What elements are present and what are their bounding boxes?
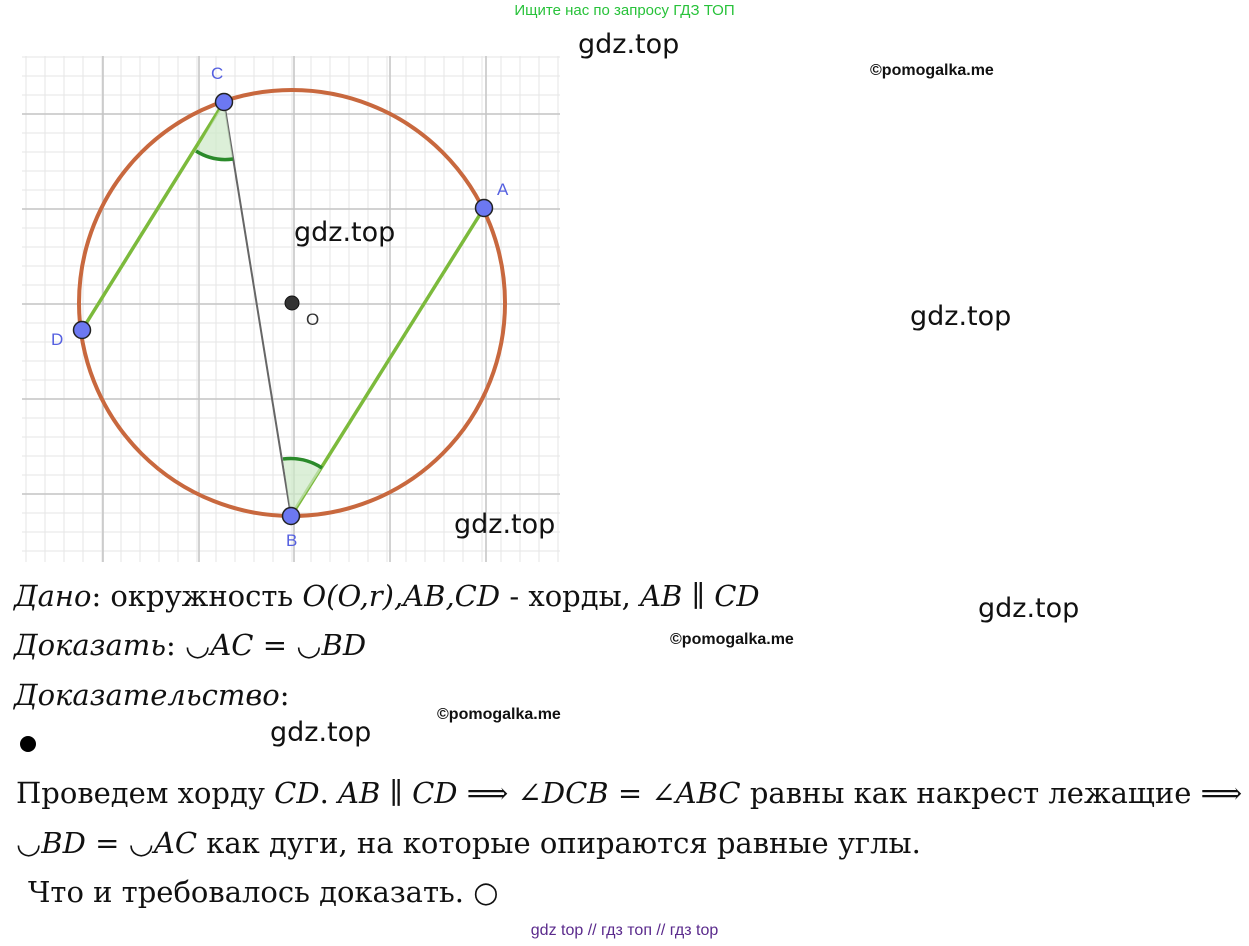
proof-line1-math-2: AB ∥ CD ⟹ ∠DCB = ∠ABC: [338, 776, 741, 810]
label-c: C: [211, 64, 224, 83]
given-line: [14, 578, 760, 614]
footer-links[interactable]: gdz top // гдз топ // гдз top: [530, 922, 719, 939]
proof-line2-math: ◡BD = ◡AC: [16, 826, 198, 860]
watermark-gdz: gdz.top: [454, 509, 556, 540]
label-a: A: [497, 180, 509, 199]
watermark-gdz: gdz.top: [978, 593, 1080, 624]
prove-math: ◡AC = ◡BD: [185, 628, 367, 662]
given-math-1: O(O,r),AB,CD: [302, 579, 501, 613]
watermark-pomogalka: ©pomogalka.me: [437, 706, 561, 723]
watermark-gdz: gdz.top: [910, 301, 1012, 332]
bullet-icon: [20, 736, 36, 752]
geometry-figure: [18, 52, 563, 564]
qed-line: [28, 874, 499, 910]
proof-line2-text: как дуги, на которые опираются равные углы.: [197, 826, 921, 860]
given-math-2: AB ∥ CD: [640, 579, 760, 613]
proof-line-1: [16, 775, 1242, 811]
proof-line1-math-1: CD: [274, 776, 320, 810]
given-text-2: - хорды,: [500, 579, 641, 613]
point-o: [285, 296, 299, 310]
point-a: [476, 200, 493, 217]
watermark-pomogalka: ©pomogalka.me: [870, 62, 994, 79]
label-o: O: [306, 310, 320, 329]
proof-colon: :: [279, 678, 290, 712]
watermark-gdz: gdz.top: [270, 717, 372, 748]
proof-heading: [14, 677, 290, 713]
proof-line1-text-b: равны как накрест лежащие ⟹: [740, 776, 1243, 810]
point-b: [283, 508, 300, 525]
watermark-gdz: gdz.top: [578, 29, 680, 60]
label-d: D: [51, 330, 64, 349]
proof-label: Доказательство: [14, 678, 280, 712]
watermark-gdz: gdz.top: [294, 217, 396, 248]
chord-cb: [224, 102, 291, 516]
prove-line: [14, 627, 366, 663]
label-b: B: [286, 531, 298, 550]
point-d: [74, 322, 91, 339]
point-c: [216, 94, 233, 111]
qed-text: Что и требовалось доказать. ○: [28, 875, 499, 909]
proof-line1-dot: .: [319, 776, 339, 810]
prove-label: Доказать: [14, 628, 167, 662]
prove-text: :: [166, 628, 186, 662]
given-text: : окружность: [91, 579, 303, 613]
given-label: Дано: [14, 579, 92, 613]
top-banner: Ищите нас по запросу ГДЗ ТОП: [514, 2, 735, 19]
proof-line-2: [16, 825, 921, 861]
watermark-pomogalka: ©pomogalka.me: [670, 631, 794, 648]
proof-line1-text-a: Проведем хорду: [16, 776, 275, 810]
